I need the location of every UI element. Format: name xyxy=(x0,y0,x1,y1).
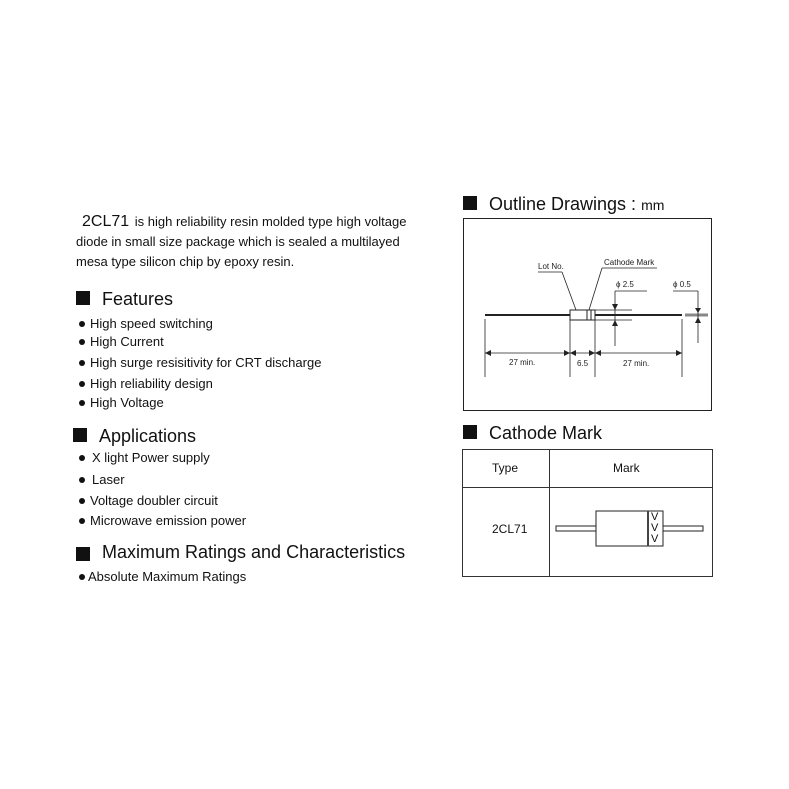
model-name: 2CL71 xyxy=(82,213,130,230)
diode-mark-icon xyxy=(555,506,705,550)
intro-line-3: mesa type silicon chip by epoxy resin. xyxy=(76,254,295,269)
outline-heading-text: Outline Drawings : xyxy=(489,194,637,214)
cathode-mark-label: Cathode Mark xyxy=(604,258,655,267)
intro-paragraph xyxy=(76,212,446,272)
band-glyph: V xyxy=(651,522,659,534)
cathode-heading xyxy=(463,423,602,444)
cathode-band-glyphs xyxy=(651,512,658,545)
list-item: Absolute Maximum Ratings xyxy=(76,567,246,587)
square-bullet-icon xyxy=(76,547,90,561)
applications-heading-text: Applications xyxy=(99,426,197,446)
square-bullet-icon xyxy=(73,428,87,442)
features-heading xyxy=(76,289,173,310)
cathode-heading-text: Cathode Mark xyxy=(489,423,603,443)
outline-drawing xyxy=(463,218,712,411)
band-glyph: V xyxy=(651,511,659,523)
list-item: Voltage doubler circuit xyxy=(76,491,246,511)
list-item: High Voltage xyxy=(76,393,321,413)
applications-heading xyxy=(73,426,196,447)
list-item: High reliability design xyxy=(76,374,321,394)
lead-diameter-label: ϕ 0.5 xyxy=(673,280,691,289)
features-heading-text: Features xyxy=(102,289,174,309)
list-item: High speed switching xyxy=(76,314,321,334)
diode-dimension-drawing xyxy=(464,219,713,412)
outline-heading xyxy=(463,194,664,215)
list-item: High Current xyxy=(76,332,321,352)
square-bullet-icon xyxy=(463,425,477,439)
lot-no-label: Lot No. xyxy=(538,262,564,271)
ratings-heading xyxy=(76,542,405,563)
ratings-heading-text: Maximum Ratings and Characteristics xyxy=(102,542,406,562)
band-glyph: V xyxy=(651,533,659,545)
row-divider xyxy=(463,487,712,488)
square-bullet-icon xyxy=(463,196,477,210)
list-item: Laser xyxy=(76,470,246,490)
applications-list xyxy=(76,448,246,531)
intro-line-2: diode in small size package which is sealed a multilayed xyxy=(76,234,400,249)
outline-unit: mm xyxy=(641,197,665,213)
list-item: High surge resisitivity for CRT discharge xyxy=(76,353,321,373)
column-divider xyxy=(549,450,550,576)
square-bullet-icon xyxy=(76,291,90,305)
intro-line-1: is high reliability resin molded type high voltage xyxy=(134,214,407,229)
features-list xyxy=(76,314,321,413)
right-lead-length-label: 27 min. xyxy=(623,359,650,368)
ratings-list xyxy=(76,567,246,587)
cathode-mark-table xyxy=(462,449,713,577)
list-item: Microwave emission power xyxy=(76,511,246,531)
header-type: Type xyxy=(492,461,519,475)
body-length-label: 6.5 xyxy=(577,359,589,368)
left-lead-length-label: 27 min. xyxy=(509,358,536,367)
list-item: X light Power supply xyxy=(76,448,246,468)
header-mark: Mark xyxy=(613,461,640,475)
type-value: 2CL71 xyxy=(492,522,528,536)
body-diameter-label: ϕ 2.5 xyxy=(616,280,634,289)
